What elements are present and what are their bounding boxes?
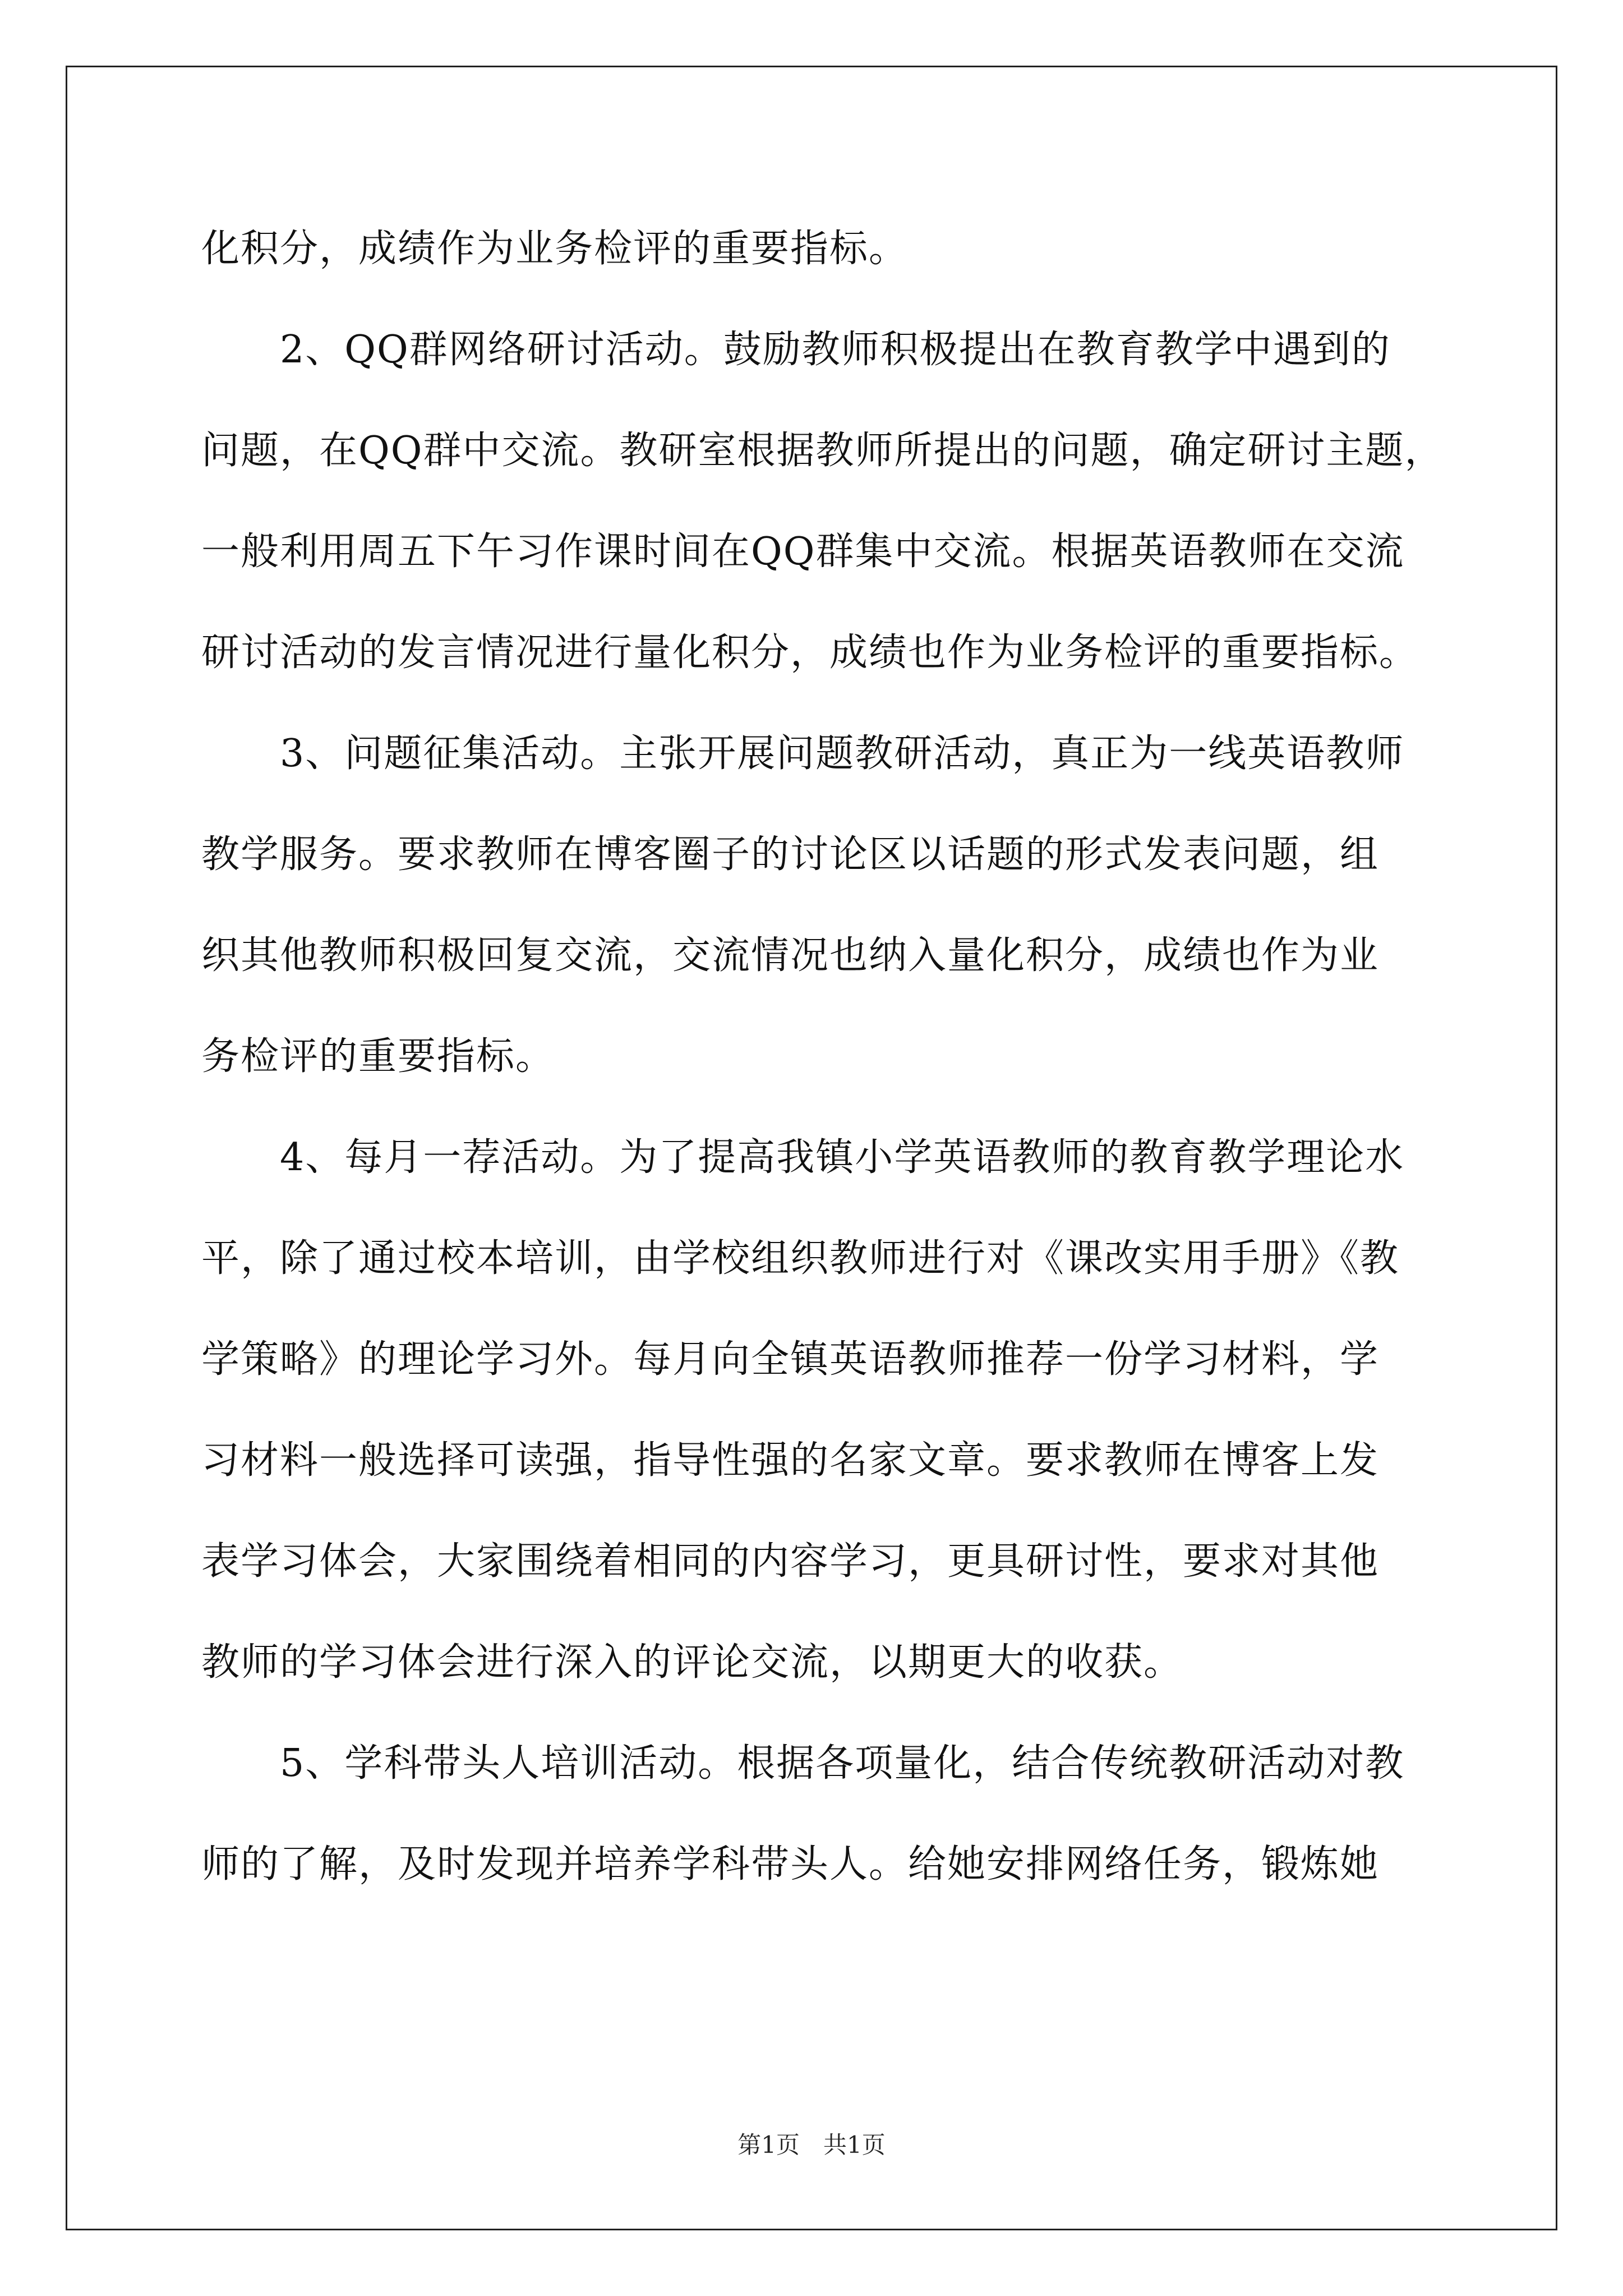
text-line: 3、问题征集活动。主张开展问题教研活动，真正为一线英语教师: [201, 731, 1405, 776]
text-line: 5、学科带头人培训活动。根据各项量化，结合传统教研活动对教: [201, 1741, 1405, 1786]
text-line: 4、每月一荐活动。为了提高我镇小学英语教师的教育教学理论水: [201, 1135, 1405, 1180]
text-line: 表学习体会，大家围绕着相同的内容学习，更具研讨性，要求对其他: [201, 1539, 1380, 1584]
text-line: 化积分，成绩作为业务检评的重要指标。: [201, 227, 909, 271]
text-line: 教学服务。要求教师在博客圈子的讨论区以话题的形式发表问题，组: [201, 832, 1380, 877]
text-line: 平，除了通过校本培训，由学校组织教师进行对《课改实用手册》《教: [201, 1236, 1400, 1281]
text-line: 2、QQ群网络研讨活动。鼓励教师积极提出在教育教学中遇到的: [201, 328, 1391, 372]
text-line: 织其他教师积极回复交流，交流情况也纳入量化积分，成绩也作为业: [201, 933, 1380, 978]
text-line: 学策略》的理论学习外。每月向全镇英语教师推荐一份学习材料，学: [201, 1337, 1380, 1382]
text-line: 师的了解，及时发现并培养学科带头人。给她安排网络任务，锻炼她: [201, 1842, 1380, 1887]
text-line: 问题，在QQ群中交流。教研室根据教师所提出的问题，确定研讨主题，: [201, 429, 1444, 473]
text-line: 务检评的重要指标。: [201, 1034, 555, 1079]
text-line: 研讨活动的发言情况进行量化积分，成绩也作为业务检评的重要指标。: [201, 631, 1419, 675]
text-line: 一般利用周五下午习作课时间在QQ群集中交流。根据英语教师在交流: [201, 530, 1405, 574]
text-line: 教师的学习体会进行深入的评论交流，以期更大的收获。: [201, 1640, 1183, 1685]
text-line: 习材料一般选择可读强，指导性强的名家文章。要求教师在博客上发: [201, 1438, 1380, 1483]
page-number-footer: 第1页 共1页: [737, 2131, 886, 2159]
